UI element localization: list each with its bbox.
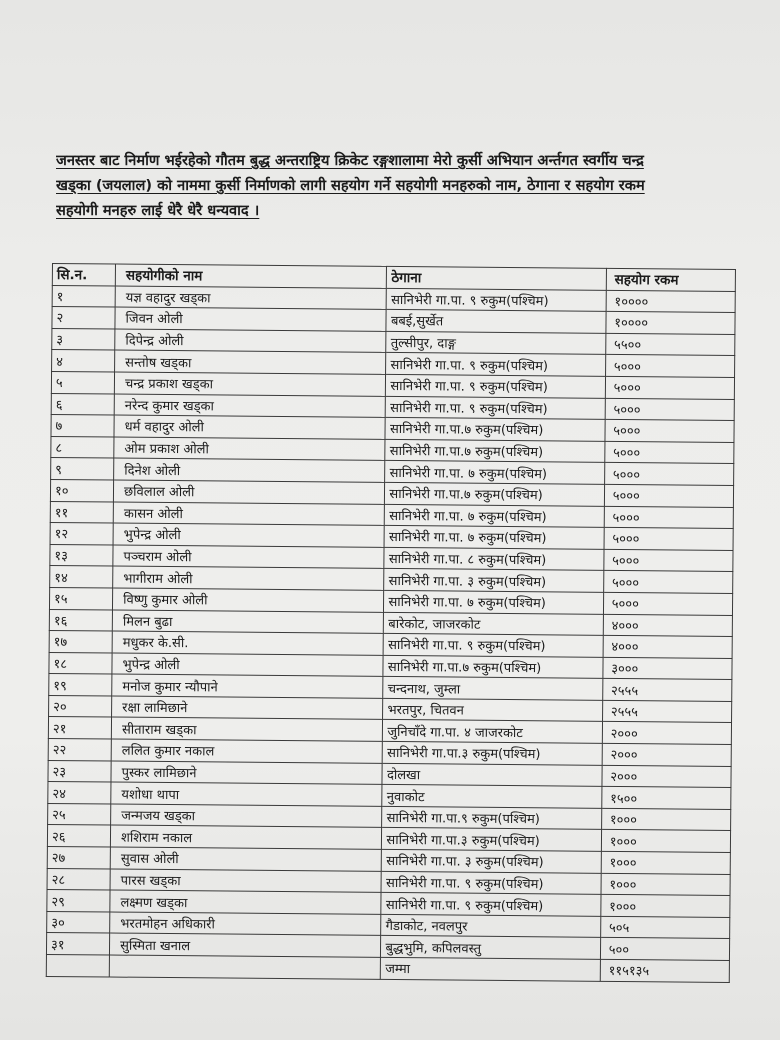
serial-cell: १२ (50, 523, 113, 545)
address-cell: तुल्सीपुर, दाङ्ग (386, 331, 605, 355)
serial-cell: १६ (49, 609, 112, 631)
serial-cell: २४ (48, 782, 111, 804)
serial-cell: २३ (48, 760, 111, 782)
address-cell: चन्दनाथ, जुम्ला (383, 677, 602, 701)
serial-cell: ५ (51, 371, 114, 393)
serial-cell: १७ (49, 631, 112, 653)
name-cell: मधुकर के.सी. (112, 631, 384, 655)
heading-line-1: जनस्तर बाट निर्माण भईरहेको गौतम बुद्ध अन्तराष्ट्रिय क्रिकेट रङ्गशालामा मेरो कुर्सी अभियान अर्न्तगत स्वर्गीय चन्द्र (56, 152, 644, 169)
name-cell: भागीराम ओली (113, 566, 385, 590)
serial-cell: २५ (48, 803, 111, 825)
serial-cell: २ (52, 307, 115, 329)
amount-cell: ५००० (604, 506, 733, 529)
name-cell: ओम प्रकाश ओली (114, 437, 386, 461)
serial-cell: १ (52, 285, 115, 307)
address-cell: सानिभेरी गा.पा. ९ रुकुम(पश्चिम) (386, 374, 605, 398)
header-address: ठेगाना (387, 266, 606, 290)
amount-cell: १००० (601, 873, 730, 896)
amount-cell: ३००० (603, 657, 732, 680)
name-cell: लक्ष्मण खड्का (110, 890, 382, 914)
total-row (46, 954, 729, 982)
serial-cell: ७ (51, 415, 114, 437)
name-cell: नरेन्द कुमार खड्का (114, 394, 386, 418)
name-cell: यज्ञ वहादुर खड्का (115, 286, 387, 310)
name-cell: शशिराम नकाल (110, 825, 382, 849)
total-label: जम्मा (381, 957, 600, 981)
address-cell: सानिभेरी गा.पा. ७ रुकुम(पश्चिम) (385, 526, 604, 550)
name-cell: भुपेन्द्र ओली (112, 653, 384, 677)
address-cell: दोलखा (382, 763, 601, 787)
address-cell: बबई,सुर्खेत (386, 310, 605, 334)
table-body (46, 285, 735, 960)
name-cell: भरतमोहन अधिकारी (110, 912, 382, 936)
address-cell: भरतपुर, चितवन (383, 698, 602, 722)
address-cell: जुनिचाँदे गा.पा. ४ जाजरकोट (383, 720, 602, 744)
address-cell: सानिभेरी गा.पा. ९ रुकुम(पश्चिम) (381, 893, 600, 917)
address-cell: सानिभेरी गा.पा. ३ रुकुम(पश्चिम) (382, 849, 601, 873)
address-cell: गैडाकोट, नवलपुर (381, 914, 600, 938)
address-cell: सानिभेरी गा.पा. ७ रुकुम(पश्चिम) (385, 504, 604, 528)
address-cell: सानिभेरी गा.पा.७ रुकुम(पश्चिम) (385, 439, 604, 463)
name-cell: मिलन बुढा (112, 610, 384, 634)
amount-cell: ५००० (604, 527, 733, 550)
amount-cell: ५००० (605, 398, 734, 421)
serial-cell: ३ (52, 328, 115, 350)
heading-line-3: सहयोगी मनहरु लाई धेरै धेरै धन्यवाद । (56, 202, 260, 219)
amount-cell: ५००० (603, 571, 732, 594)
name-cell: मनोज कुमार न्यौपाने (112, 674, 384, 698)
amount-cell: १००० (601, 851, 730, 874)
name-cell: दिपेन्द्र ओली (115, 329, 387, 353)
serial-cell: २६ (47, 825, 110, 847)
donor-table (46, 263, 736, 983)
amount-cell: ५००० (605, 419, 734, 442)
amount-cell: ५००० (605, 355, 734, 378)
amount-cell: ५००० (605, 376, 734, 399)
amount-cell: ४००० (603, 614, 732, 637)
name-cell: छविलाल ओली (113, 480, 385, 504)
address-cell: सानिभेरी गा.पा.७ रुकुम(पश्चिम) (383, 655, 602, 679)
address-cell: नुवाकोट (382, 785, 601, 809)
name-cell: सन्तोष खड्का (115, 350, 387, 374)
amount-cell: ५००० (604, 484, 733, 507)
header-amount: सहयोग रकम (606, 268, 735, 291)
address-cell: सानिभेरी गा.पा. ९ रुकुम(पश्चिम) (386, 353, 605, 377)
address-cell: बारेकोट, जाजरकोट (384, 612, 603, 636)
serial-cell: १० (50, 479, 113, 501)
address-cell: सानिभेरी गा.पा. ८ रुकुम(पश्चिम) (384, 547, 603, 571)
name-cell: कासन ओली (113, 502, 385, 526)
name-cell: विष्णु कुमार ओली (113, 588, 385, 612)
serial-cell: २८ (47, 868, 110, 890)
amount-cell: ५५०० (606, 333, 735, 356)
name-cell: सुवास ओली (110, 847, 382, 871)
serial-cell: २२ (48, 739, 111, 761)
name-cell: पञ्चराम ओली (113, 545, 385, 569)
amount-cell: २००० (602, 743, 731, 766)
amount-cell: ५००० (605, 441, 734, 464)
amount-cell: २५५५ (602, 700, 731, 723)
address-cell: सानिभेरी गा.पा.३ रुकुम(पश्चिम) (382, 828, 601, 852)
amount-cell: ४००० (603, 635, 732, 658)
header-name: सहयोगीको नाम (115, 264, 387, 288)
header-serial: सि.न. (52, 264, 115, 286)
name-cell: जन्मजय खड्का (111, 804, 383, 828)
serial-cell: ३१ (46, 933, 109, 955)
amount-cell: २००० (602, 765, 731, 788)
serial-cell: १५ (49, 587, 112, 609)
name-cell: पुस्कर लामिछाने (111, 761, 383, 785)
amount-cell: २५५५ (602, 679, 731, 702)
serial-cell: २१ (48, 717, 111, 739)
serial-cell: ९ (51, 458, 114, 480)
amount-cell: १५०० (602, 787, 731, 810)
name-cell: ललित कुमार नकाल (111, 739, 383, 763)
serial-cell: १४ (50, 566, 113, 588)
name-cell: यशोधा थापा (111, 782, 383, 806)
address-cell: सानिभेरी गा.पा.९ रुकुम(पश्चिम) (382, 806, 601, 830)
amount-cell: ५००० (603, 592, 732, 615)
address-cell: सानिभेरी गा.पा.३ रुकुम(पश्चिम) (383, 741, 602, 765)
name-cell: सुस्मिता खनाल (110, 933, 382, 957)
heading-line-2: खड्का (जयलाल) को नाममा कुर्सी निर्माणको लागी सहयोग गर्ने सहयोगी मनहरुको नाम, ठेगाना र सहयोग रकम (56, 177, 645, 194)
name-cell: जिवन ओली (115, 307, 387, 331)
amount-cell: ५०० (600, 938, 729, 961)
serial-cell: १८ (49, 652, 112, 674)
name-cell: चन्द्र प्रकाश खड्का (114, 372, 386, 396)
name-cell: भुपेन्द्र ओली (113, 523, 385, 547)
serial-cell: ८ (51, 436, 114, 458)
serial-cell: ६ (51, 393, 114, 415)
serial-cell: २९ (47, 890, 110, 912)
amount-cell: १०००० (606, 290, 735, 313)
amount-cell: १००० (601, 895, 730, 918)
address-cell: सानिभेरी गा.पा. ३ रुकुम(पश्चिम) (384, 569, 603, 593)
serial-cell: ४ (52, 350, 115, 372)
address-cell: सानिभेरी गा.पा. ९ रुकुम(पश्चिम) (384, 634, 603, 658)
amount-cell: ५००० (604, 549, 733, 572)
name-cell: दिनेश ओली (114, 458, 386, 482)
name-cell: सीताराम खड्का (111, 718, 383, 742)
address-cell: सानिभेरी गा.पा. ७ रुकुम(पश्चिम) (384, 590, 603, 614)
serial-cell: २७ (47, 847, 110, 869)
amount-cell: १००० (601, 830, 730, 853)
address-cell: बुद्धभुमि, कपिलवस्तु (381, 936, 600, 960)
serial-cell: ११ (50, 501, 113, 523)
amount-cell: ५०५ (600, 916, 729, 939)
amount-cell: २००० (602, 722, 731, 745)
address-cell: सानिभेरी गा.पा.७ रुकुम(पश्चिम) (385, 482, 604, 506)
serial-cell: १३ (50, 544, 113, 566)
name-cell: पारस खड्का (110, 869, 382, 893)
serial-cell: २० (49, 695, 112, 717)
total-empty-cell (109, 955, 381, 979)
serial-cell: १९ (49, 674, 112, 696)
address-cell: सानिभेरी गा.पा. ९ रुकुम(पश्चिम) (387, 288, 606, 312)
address-cell: सानिभेरी गा.पा. ९ रुकुम(पश्चिम) (381, 871, 600, 895)
amount-cell: १०००० (606, 312, 735, 335)
serial-cell: ३० (47, 911, 110, 933)
amount-cell: १००० (601, 808, 730, 831)
amount-cell: ५००० (604, 463, 733, 486)
document-heading (56, 148, 740, 223)
address-cell: सानिभेरी गा.पा.७ रुकुम(पश्चिम) (385, 418, 604, 442)
total-empty-cell (46, 954, 109, 976)
name-cell: धर्म वहादुर ओली (114, 415, 386, 439)
total-amount: ११५१३५ (600, 959, 729, 982)
address-cell: सानिभेरी गा.पा. ७ रुकुम(पश्चिम) (385, 461, 604, 485)
name-cell: रक्षा लामिछाने (112, 696, 384, 720)
address-cell: सानिभेरी गा.पा. ९ रुकुम(पश्चिम) (386, 396, 605, 420)
